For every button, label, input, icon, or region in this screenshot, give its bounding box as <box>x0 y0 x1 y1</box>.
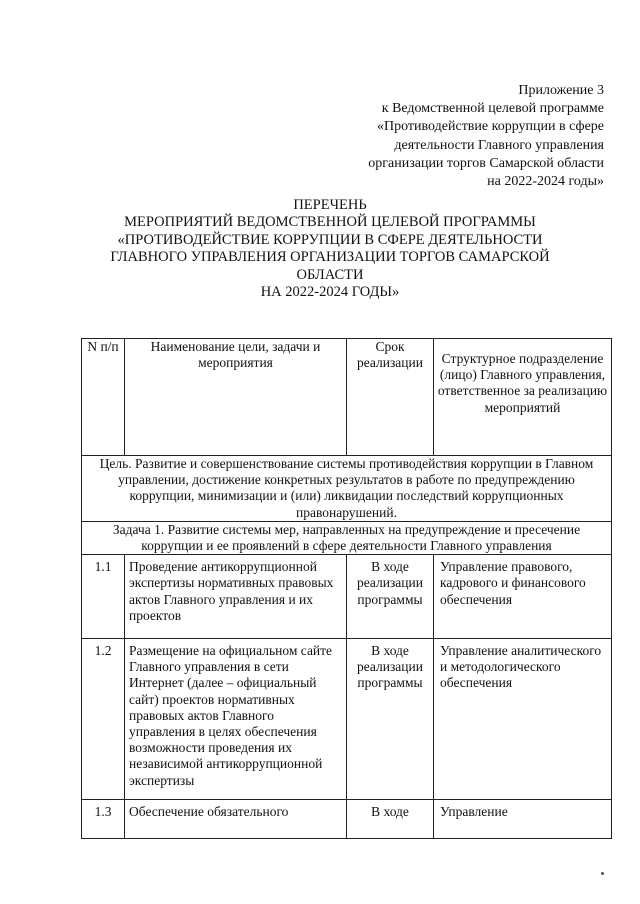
header-department: Структурное подразделение (лицо) Главного управления, ответственное за реализацию мероприятий <box>434 339 612 456</box>
row-measure-name: Размещение на официальном сайте Главного управления в сети Интернет (далее – официальный сайт) проектов нормативных правовых актов Главного управления в целях обеспечения возможности проведения их независимой антикоррупционной экспертизы <box>125 639 347 800</box>
table-header-row <box>82 339 612 456</box>
title-line: ГЛАВНОГО УПРАВЛЕНИЯ ОРГАНИЗАЦИИ ТОРГОВ САМАРСКОЙ <box>110 249 550 266</box>
table-row <box>82 555 612 639</box>
task-text: Задача 1. Развитие системы мер, направленных на предупреждение и пресечение коррупции и ее проявлений в сфере деятельности Главного управления <box>82 521 612 554</box>
title-line: НА 2022-2024 ГОДЫ» <box>260 284 400 301</box>
title-line: ОБЛАСТИ <box>296 266 364 283</box>
row-measure-name: Проведение антикоррупционной экспертизы нормативных правовых актов Главного управления и их проектов <box>125 555 347 639</box>
table-row <box>82 639 612 800</box>
row-term: В ходе реализации программы <box>347 639 434 800</box>
row-number: 1.2 <box>82 639 125 800</box>
row-department: Управление <box>434 799 612 838</box>
header-name: Наименование цели, задачи и мероприятия <box>125 339 347 456</box>
appendix-line: Приложение 3 <box>518 83 604 98</box>
goal-row <box>82 456 612 522</box>
title-line: «ПРОТИВОДЕЙСТВИЕ КОРРУПЦИИ В СФЕРЕ ДЕЯТЕЛЬНОСТИ <box>117 231 543 248</box>
header-number: N п/п <box>82 339 125 456</box>
appendix-line: на 2022-2024 годы» <box>487 174 604 190</box>
appendix-line: к Ведомственной целевой программе <box>381 101 604 117</box>
appendix-block <box>304 82 604 191</box>
appendix-line: «Противодействие коррупции в сфере <box>377 119 604 135</box>
row-measure-name: Обеспечение обязательного <box>125 799 347 838</box>
scan-speck <box>601 872 604 875</box>
row-term: В ходе реализации программы <box>347 555 434 639</box>
table-row <box>82 799 612 838</box>
title-line: МЕРОПРИЯТИЙ ВЕДОМСТВЕННОЙ ЦЕЛЕВОЙ ПРОГРАММЫ <box>124 214 536 231</box>
goal-text: Цель. Развитие и совершенствование системы противодействия коррупции в Главном управлении, достижение конкретных результатов в работе по предупреждению коррупции, минимизации и (или) ликвидации последствий коррупционных правонарушений. <box>82 456 612 522</box>
measures-table <box>81 338 612 839</box>
header-term: Срок реализации <box>347 339 434 456</box>
row-number: 1.3 <box>82 799 125 838</box>
title-line: ПЕРЕЧЕНЬ <box>293 197 367 213</box>
appendix-line: деятельности Главного управления <box>394 137 604 153</box>
row-department: Управление аналитического и методологического обеспечения <box>434 639 612 800</box>
row-term: В ходе <box>347 799 434 838</box>
task-row <box>82 521 612 554</box>
document-title <box>80 197 580 301</box>
appendix-line: организации торгов Самарской области <box>368 155 604 171</box>
row-number: 1.1 <box>82 555 125 639</box>
row-department: Управление правового, кадрового и финансового обеспечения <box>434 555 612 639</box>
